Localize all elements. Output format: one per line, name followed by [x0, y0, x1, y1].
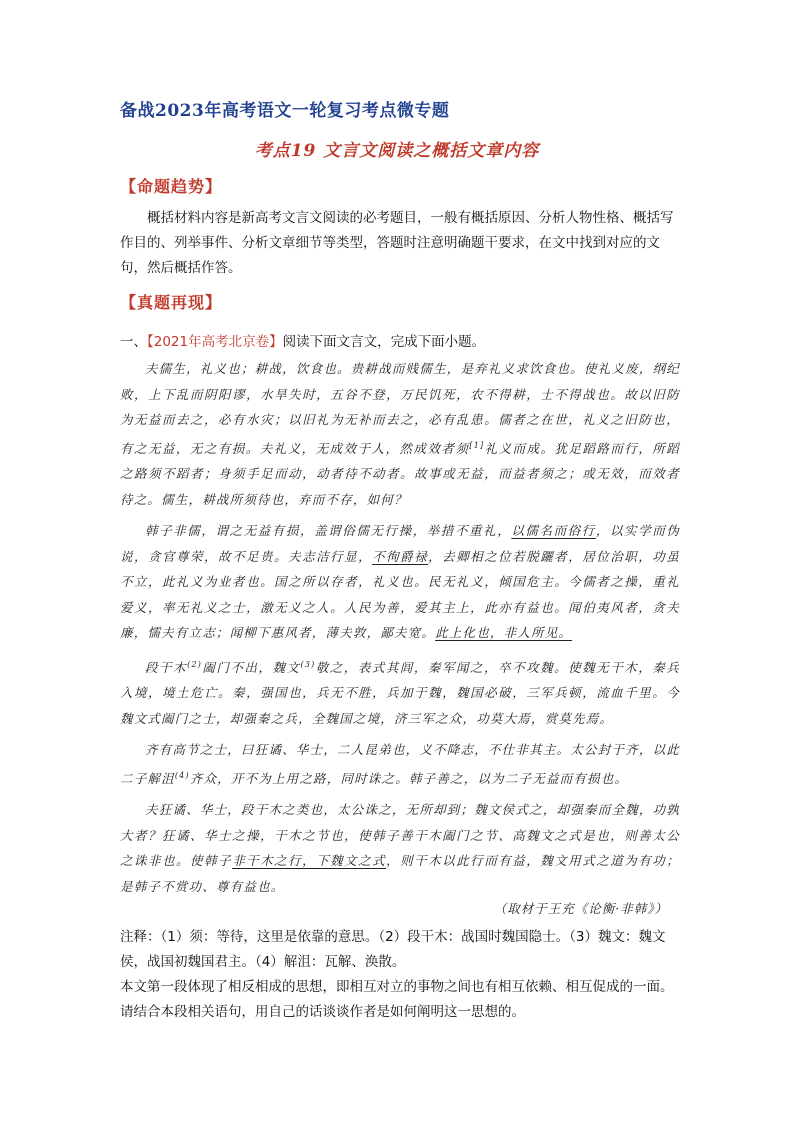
passage-text: 敬之，表式其闾，秦军闻之，卒不攻魏。使魏无干木，秦兵入境，境土危亡。秦，强国也，兵无不胜，兵加于魏，魏国必破，三军兵顿，流血千里。今魏文式阖门之士，却强秦之兵，全魏国之境，济三军之众，功莫大焉，赏莫先焉。: [120, 659, 681, 726]
passage-text: 段干木: [145, 659, 188, 675]
passage-text: ，以实学而伪说，贪官尊荣，故不足贵。夫志洁行显，: [120, 523, 681, 564]
passage-text: ，则干木以此行而有益，魏文用式之道为有功；是韩子不赏功、尊有益也。: [120, 853, 681, 894]
underlined-phrase: 不徇爵禄: [372, 548, 429, 564]
source-credit: （取材于王充《论衡·非韩》）: [493, 901, 668, 916]
passage-text: 礼义而成。犹足蹈路而行，所蹈之路须不蹈者；身须手足而动，动者待不动者。故事或无益，而益者须之；或无效，而效者待之。儒生，耕战所须待也，弃而不存，如何？: [120, 440, 680, 507]
question-source: 【2021年高考北京卷】: [147, 334, 283, 350]
passage-paragraph-1: [120, 356, 680, 512]
passage-text: 夫狂谲、华士，段干木之类也，太公诛之，无所却到；魏文侯式之，却强秦而全魏，功孰大者？狂谲、华士之操，干木之节也，使韩子善干木阖门之节、高魏文之式是也，则善太公之诛非也。使韩子: [120, 802, 680, 869]
passage-text: 夫儒生，礼义也；耕战，饮食也。贵耕战而贱儒生，是弃礼义求饮食也。使礼义废，纲纪败，上下乱而阴阳谬，水旱失时，五谷不登，万民饥死，农不得耕，士不得战也。故以旧防为无益而去之，必有水灾；以旧礼为无补而去之，必有乱患。儒者之在世，礼义之旧防也，有之无益，无之有损。夫礼义，无成效于人，然成效者须: [120, 361, 680, 456]
footnote-marker: (4): [174, 770, 190, 780]
passage-text: 韩子非儒，谓之无益有损，盖谓俗儒无行操，举措不重礼，: [145, 523, 512, 539]
passage-text: 阖门不出，魏文: [202, 659, 301, 675]
passage-text: 齐众，开不为上用之路，同时诛之。韩子善之，以为二子无益而有损也。: [189, 770, 629, 786]
question-intro: [120, 330, 485, 350]
footnote-marker: (3): [300, 659, 316, 669]
passage-text: 齐有高节之士，曰狂谲、华士，二人昆弟也，义不降志，不仕非其主。太公封于齐，以此二子解沮: [120, 742, 680, 786]
document-title: 备战2023年高考语文一轮复习考点微专题: [120, 101, 450, 121]
passage-paragraph-4: [120, 737, 680, 791]
question-instruction: 阅读下面文言文，完成下面小题。: [282, 334, 486, 350]
section-heading-trend: 【命题趋势】: [120, 177, 223, 196]
question-prompt: 本文第一段体现了相反相成的思想，即相互对立的事物之间也有相互依赖、相互促成的一面。请结合本段相关语句，用自己的话谈谈作者是如何阐明这一思想的。: [120, 979, 674, 1020]
underlined-phrase: 此上化也，非人所见。: [435, 625, 573, 641]
classical-passage: [120, 356, 680, 899]
footnote-marker: [1]: [469, 440, 485, 450]
underlined-phrase: 非干木之行，下魏文之式: [232, 853, 387, 869]
underlined-phrase: 以儒名而俗行: [511, 523, 596, 539]
footnote-marker: (2): [187, 659, 203, 669]
trend-paragraph: 概括材料内容是新高考文言文阅读的必考题目，一般有概括原因、分析人物性格、概括写作目的、列举事件、分析文章细节等类型，答题时注意明确题干要求，在文中找到对应的文句，然后概括作答。: [120, 210, 674, 276]
passage-paragraph-3: [120, 652, 680, 732]
passage-paragraph-2: [120, 518, 680, 646]
passage-paragraph-5: [120, 797, 680, 899]
annotation-notes: 注释：（1）须：等待，这里是依靠的意思。（2）段干木：战国时魏国隐士。（3）魏文：魏文侯，战国初魏国君主。（4）解沮：瓦解、涣散。: [120, 929, 666, 970]
notes-block: [120, 925, 680, 1025]
document-subtitle: 考点19 文言文阅读之概括文章内容: [254, 141, 540, 161]
section-heading-exam: 【真题再现】: [120, 293, 223, 312]
question-number: 一、: [120, 334, 147, 350]
passage-text: ，去卿相之位若脱躧者，居位治职，功虽不立，此礼义为业者也。国之所以存者，礼义也。民无礼义，倾国危主。今儒者之操，重礼爱义，率无礼义之士，激无义之人。人民为善，爱其主上，此亦有益也。闻伯夷风者，贪夫廉，懦夫有立志；闻柳下惠风者，薄夫敦，鄙夫宽。: [120, 548, 680, 641]
